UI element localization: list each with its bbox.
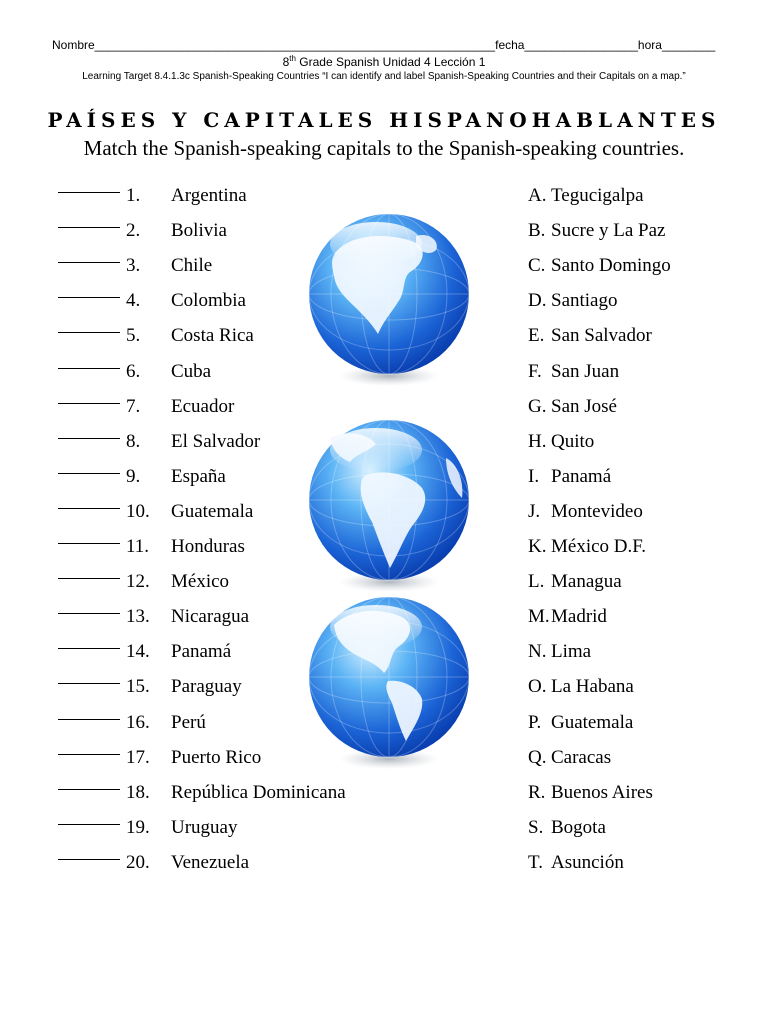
country-number: 12.: [126, 571, 150, 593]
country-number: 2.: [126, 220, 141, 242]
capital-letter: A.: [528, 185, 547, 206]
country-name: Venezuela: [171, 851, 250, 873]
country-name: Costa Rica: [171, 325, 254, 347]
country-name: España: [171, 465, 226, 487]
match-row: [0, 181, 768, 211]
capital-letter: G.: [528, 395, 547, 417]
capital-name: Tegucigalpa: [551, 185, 644, 206]
country-name: Chile: [171, 255, 213, 277]
answer-blank[interactable]: [58, 613, 120, 614]
country-name: Colombia: [171, 290, 246, 312]
capital-name: San José: [551, 395, 617, 417]
country-number: 17.: [126, 746, 150, 768]
capital-name: Santo Domingo: [551, 255, 671, 277]
capital-letter: L.: [528, 571, 545, 593]
capital-letter: D.: [528, 290, 547, 312]
capital-name: México D.F.: [551, 536, 647, 557]
capital-name: Quito: [551, 430, 595, 452]
capital-letter: T.: [528, 851, 543, 873]
match-row: [0, 813, 768, 843]
capital-name: Santiago: [551, 290, 618, 312]
country-number: 14.: [126, 641, 150, 663]
course-line: [0, 54, 768, 69]
capital-letter: P.: [528, 711, 542, 733]
answer-blank[interactable]: [58, 403, 120, 404]
capital-name: Montevideo: [551, 500, 643, 522]
country-name: Argentina: [171, 185, 247, 206]
country-name: Puerto Rico: [171, 746, 262, 768]
country-number: 4.: [126, 290, 141, 312]
capital-letter: H.: [528, 430, 547, 452]
answer-blank[interactable]: [58, 368, 120, 369]
capital-letter: R.: [528, 781, 546, 803]
country-number: 7.: [126, 395, 141, 417]
country-number: 1.: [126, 185, 141, 206]
country-number: 10.: [126, 500, 150, 522]
capital-letter: S.: [528, 816, 544, 838]
page-title: PAÍSES Y CAPITALES HISPANOHABLANTES: [47, 108, 721, 132]
country-name: Honduras: [171, 536, 245, 557]
capital-letter: O.: [528, 676, 547, 698]
capital-name: Madrid: [551, 606, 607, 628]
capital-name: Bogota: [551, 816, 606, 838]
country-number: 5.: [126, 325, 141, 347]
capital-name: Lima: [551, 641, 592, 663]
capital-name: Buenos Aires: [551, 781, 653, 803]
capital-name: Panamá: [551, 465, 612, 487]
globe-south-america-icon: [306, 418, 472, 598]
country-number: 9.: [126, 465, 141, 487]
country-number: 20.: [126, 851, 150, 873]
capital-letter: B.: [528, 220, 546, 242]
capital-name: Caracas: [551, 746, 612, 768]
country-name: Paraguay: [171, 676, 242, 698]
country-number: 3.: [126, 255, 141, 277]
answer-blank[interactable]: [58, 789, 120, 790]
instructions: Match the Spanish-speaking capitals to the Spanish-speaking countries.: [83, 136, 685, 160]
country-name: Uruguay: [171, 816, 238, 838]
answer-blank[interactable]: [58, 543, 120, 544]
country-number: 15.: [126, 676, 150, 698]
capital-letter: M.: [528, 606, 550, 628]
answer-blank[interactable]: [58, 262, 120, 263]
match-row: [0, 778, 768, 808]
country-number: 11.: [126, 536, 150, 557]
answer-blank[interactable]: [58, 227, 120, 228]
country-name: El Salvador: [171, 430, 261, 452]
answer-blank[interactable]: [58, 648, 120, 649]
capital-name: La Habana: [551, 676, 634, 698]
answer-blank[interactable]: [58, 332, 120, 333]
capital-name: Managua: [551, 571, 622, 593]
capital-letter: J.: [528, 500, 541, 522]
capital-letter: Q.: [528, 746, 547, 768]
country-name: Guatemala: [171, 500, 254, 522]
capital-letter: C.: [528, 255, 546, 277]
answer-blank[interactable]: [58, 297, 120, 298]
answer-blank[interactable]: [58, 578, 120, 579]
country-name: México: [171, 571, 230, 593]
capital-letter: E.: [528, 325, 545, 347]
capital-name: San Juan: [551, 360, 620, 382]
answer-blank[interactable]: [58, 683, 120, 684]
capital-letter: I.: [528, 465, 540, 487]
country-name: Nicaragua: [171, 606, 250, 628]
country-number: 18.: [126, 781, 150, 803]
answer-blank[interactable]: [58, 508, 120, 509]
country-number: 8.: [126, 430, 141, 452]
country-name: Perú: [171, 711, 206, 733]
name-date-line: Nombre____________________________________________________________fecha_________________hora________: [52, 38, 716, 52]
country-name: Cuba: [171, 360, 212, 382]
answer-blank[interactable]: [58, 473, 120, 474]
answer-blank[interactable]: [58, 192, 120, 193]
country-name: República Dominicana: [171, 781, 346, 803]
globe-north-america-icon: [306, 212, 472, 392]
country-name: Panamá: [171, 641, 232, 663]
globe-americas-icon: [306, 595, 472, 775]
capital-name: Asunción: [551, 851, 624, 873]
capital-name: Sucre y La Paz: [551, 220, 666, 242]
country-number: 19.: [126, 816, 150, 838]
country-name: Bolivia: [171, 220, 227, 242]
capital-name: Guatemala: [551, 711, 634, 733]
country-number: 13.: [126, 606, 150, 628]
answer-blank[interactable]: [58, 824, 120, 825]
grade-number: 8: [282, 55, 290, 69]
grade-suffix: th: [289, 54, 296, 63]
capital-name: San Salvador: [551, 325, 652, 347]
match-row: [0, 848, 768, 878]
country-name: Ecuador: [171, 395, 235, 417]
capital-letter: K.: [528, 536, 547, 557]
answer-blank[interactable]: [58, 719, 120, 720]
answer-blank[interactable]: [58, 438, 120, 439]
answer-blank[interactable]: [58, 859, 120, 860]
capital-letter: N.: [528, 641, 547, 663]
course-text: Grade Spanish Unidad 4 Lección 1: [295, 55, 486, 69]
learning-target: Learning Target 8.4.1.3c Spanish-Speaking Countries “I can identify and label Spanish-Speaking Countries and their Capitals on a map.”: [82, 71, 686, 82]
country-number: 16.: [126, 711, 150, 733]
capital-letter: F.: [528, 360, 542, 382]
answer-blank[interactable]: [58, 754, 120, 755]
country-number: 6.: [126, 360, 141, 382]
